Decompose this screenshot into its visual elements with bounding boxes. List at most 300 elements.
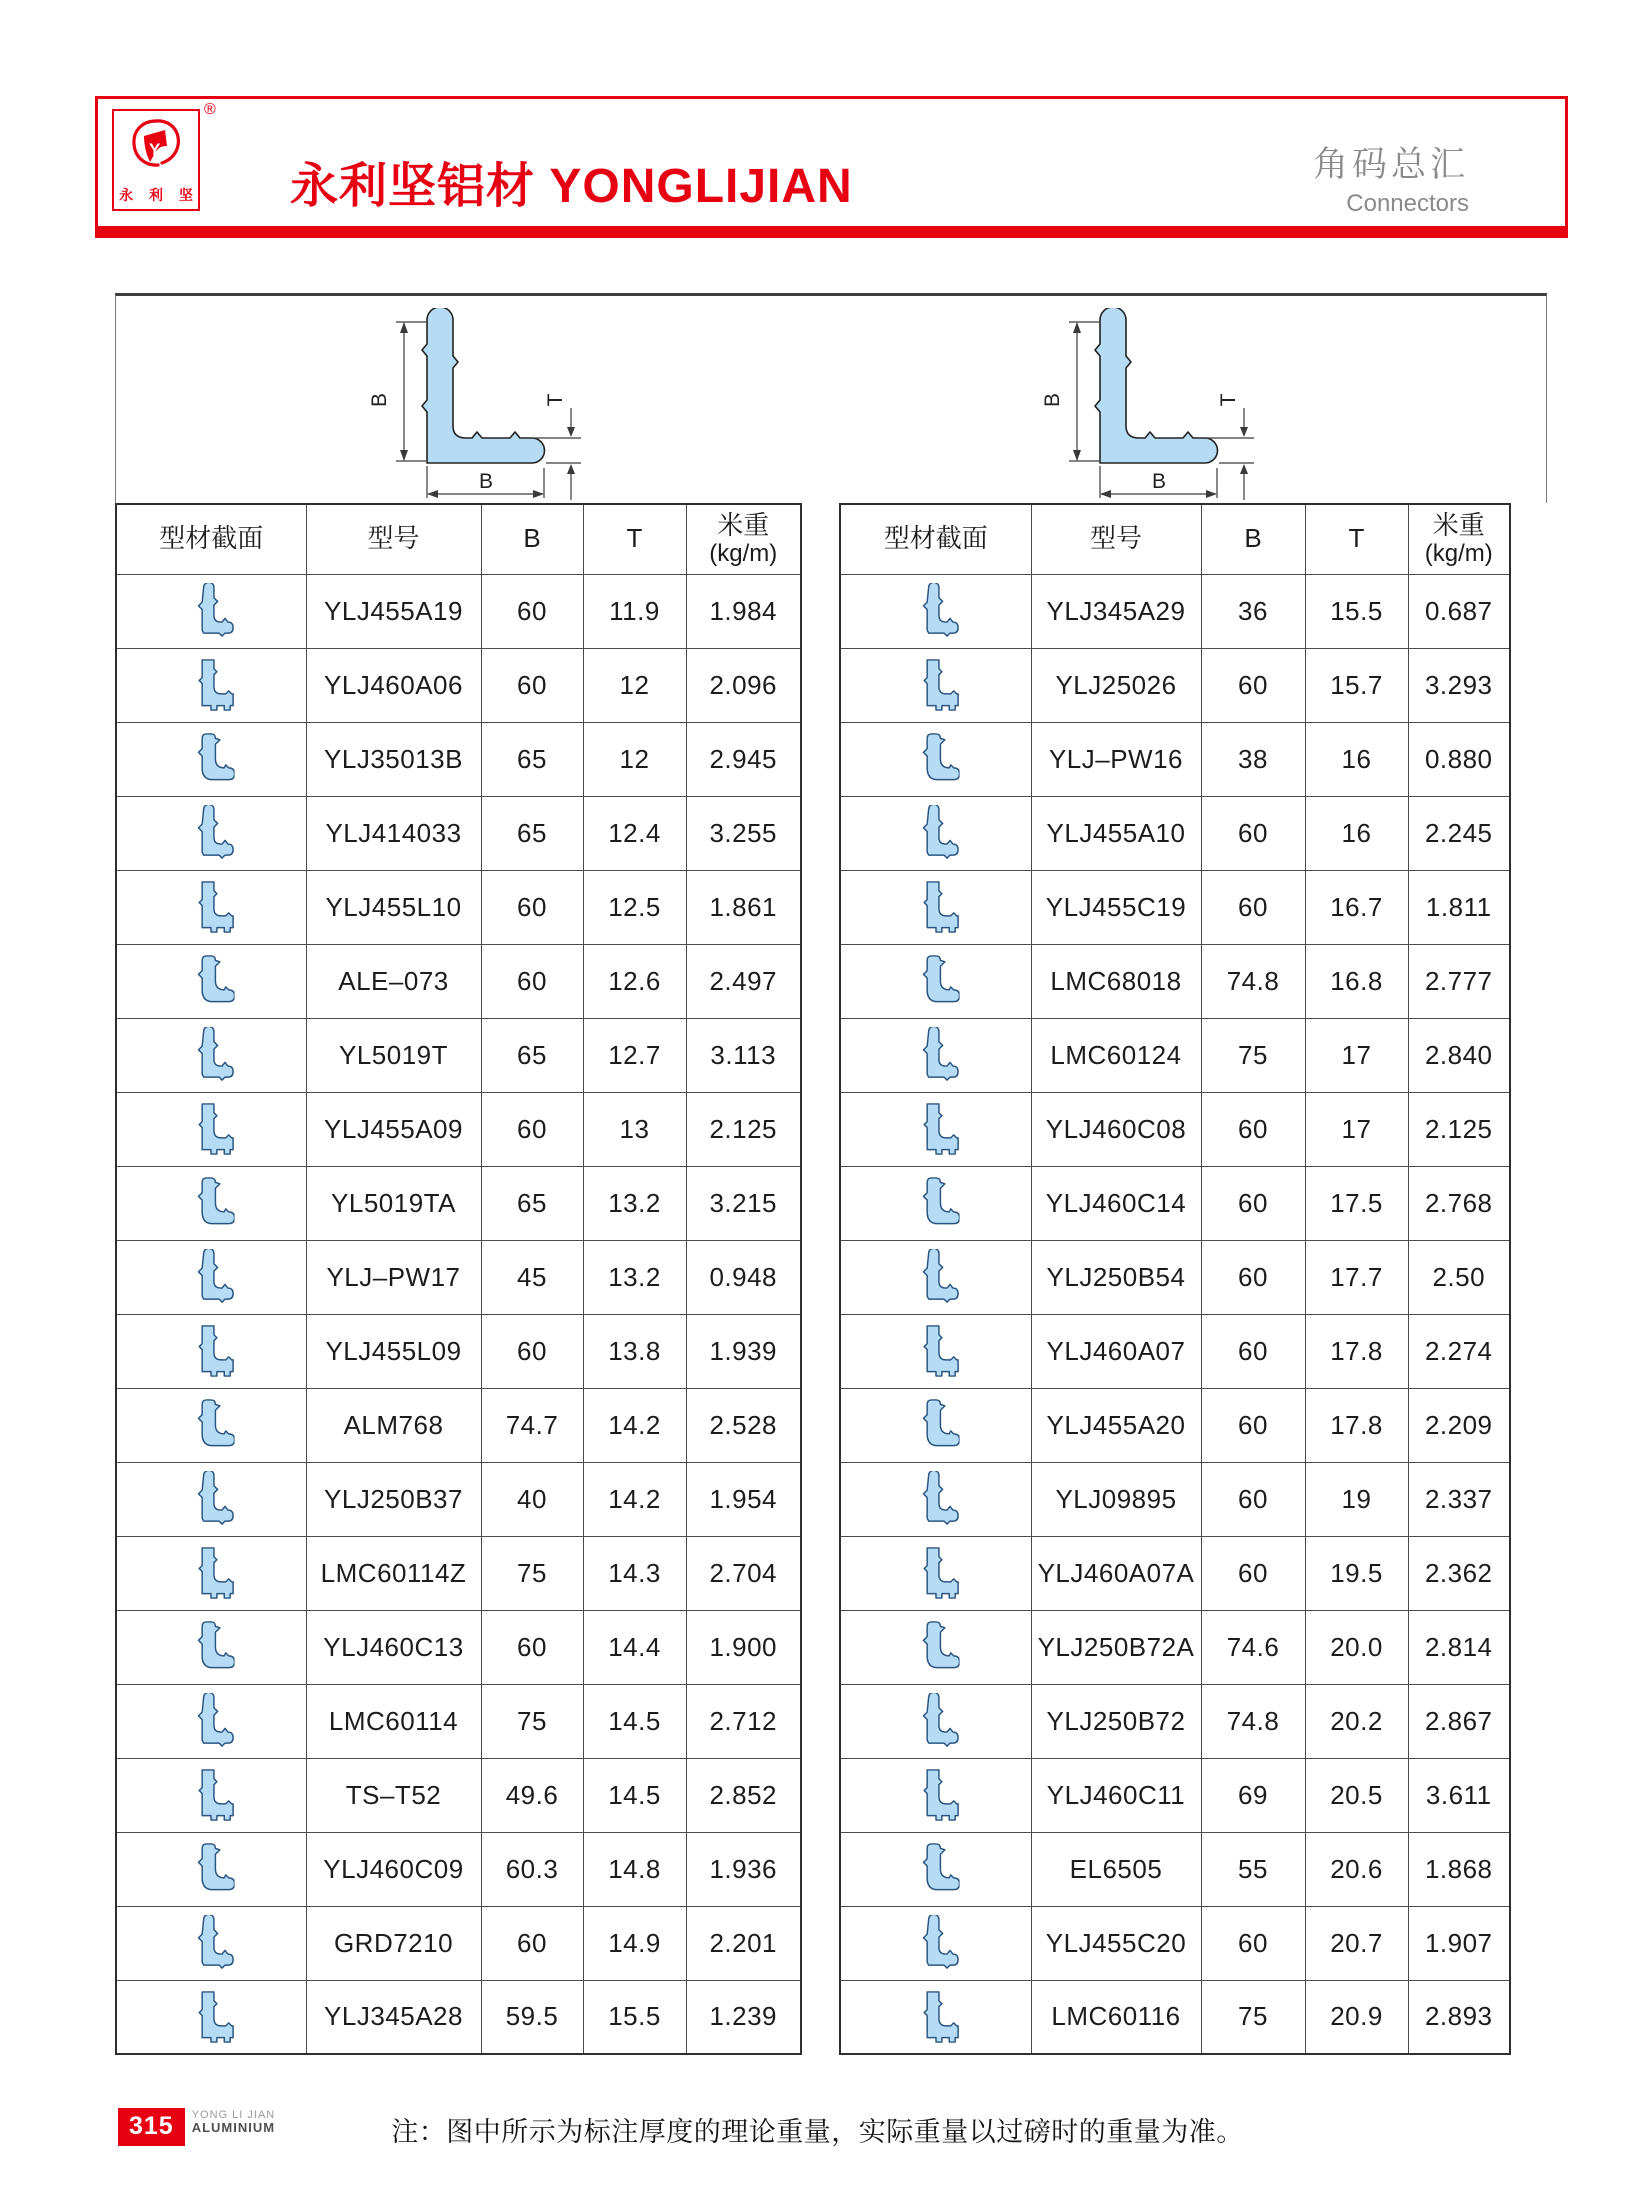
dim-t-cell: 16 [1305,722,1408,796]
dim-t-cell: 17.5 [1305,1166,1408,1240]
dim-t-cell: 17.7 [1305,1240,1408,1314]
profile-section-cell [116,1388,306,1462]
corner-profile-diagram-left [274,308,604,506]
profile-section-cell [840,1240,1031,1314]
dim-b-cell: 45 [481,1240,583,1314]
dim-t-cell: 13.8 [583,1314,686,1388]
weight-cell: 2.362 [1408,1536,1510,1610]
profile-section-icon [910,1693,962,1749]
profile-section-icon [185,1249,237,1305]
model-cell: YLJ460C08 [1031,1092,1201,1166]
weight-cell: 1.239 [686,1980,801,2054]
registered-trademark-icon: ® [204,101,216,118]
profile-section-icon [185,657,237,713]
profile-section-cell [840,796,1031,870]
profile-section-cell [840,1906,1031,1980]
table-row [116,1018,801,1092]
model-cell: YLJ460A07 [1031,1314,1201,1388]
dim-t-cell: 20.7 [1305,1906,1408,1980]
dim-b-cell: 65 [481,1018,583,1092]
model-cell: YLJ35013B [306,722,481,796]
profile-section-icon [185,1175,237,1231]
table-row [116,1314,801,1388]
weight-cell: 2.125 [686,1092,801,1166]
profile-section-icon [910,1027,962,1083]
profile-section-icon [910,1989,962,2045]
dim-b-cell: 75 [1201,1980,1305,2054]
dim-b-cell: 60 [481,648,583,722]
weight-cell: 2.50 [1408,1240,1510,1314]
profile-section-icon [910,1841,962,1897]
model-cell: YLJ–PW16 [1031,722,1201,796]
model-cell: YLJ460C11 [1031,1758,1201,1832]
profile-section-icon [910,1397,962,1453]
company-title: 永利坚铝材 YONGLIJIAN [290,160,853,213]
profiles-table-left [115,503,802,2055]
profile-section-icon [910,1471,962,1527]
dim-b-cell: 60 [481,870,583,944]
model-cell: EL6505 [1031,1832,1201,1906]
table-row [840,870,1510,944]
profile-section-cell [840,1388,1031,1462]
profile-section-cell [116,944,306,1018]
table-row [840,648,1510,722]
profile-section-cell [116,1092,306,1166]
profile-section-cell [840,1832,1031,1906]
dim-t-cell: 17 [1305,1018,1408,1092]
profile-section-cell [116,1832,306,1906]
header-section: 型材截面 [840,504,1031,574]
dim-b-cell: 75 [481,1536,583,1610]
section-heading [1313,137,1469,218]
dim-b-cell: 59.5 [481,1980,583,2054]
profile-section-cell [840,1462,1031,1536]
weight-cell: 2.768 [1408,1166,1510,1240]
profile-section-cell [840,1314,1031,1388]
table-row [116,1536,801,1610]
header-model: 型号 [1031,504,1201,574]
weight-cell: 2.712 [686,1684,801,1758]
profile-section-icon [185,805,237,861]
weight-cell: 1.939 [686,1314,801,1388]
profile-section-cell [116,1758,306,1832]
table-row [116,1906,801,1980]
table-row [116,796,801,870]
profile-section-icon [185,1545,237,1601]
model-cell: YLJ250B72 [1031,1684,1201,1758]
dim-b-cell: 75 [1201,1018,1305,1092]
weight-cell: 1.811 [1408,870,1510,944]
dim-label-b-horizontal: B [478,470,494,493]
table-row [116,1462,801,1536]
model-cell: LMC60124 [1031,1018,1201,1092]
table-row [116,648,801,722]
weight-cell: 0.687 [1408,574,1510,648]
dim-b-cell: 60 [1201,796,1305,870]
dim-b-cell: 74.8 [1201,1684,1305,1758]
dim-t-cell: 13.2 [583,1166,686,1240]
dim-t-cell: 14.9 [583,1906,686,1980]
dim-t-cell: 15.5 [583,1980,686,2054]
dim-b-cell: 60 [481,1092,583,1166]
profile-section-icon [185,1323,237,1379]
table-row [840,722,1510,796]
weight-cell: 1.936 [686,1832,801,1906]
dim-t-cell: 17.8 [1305,1388,1408,1462]
profile-section-cell [840,1092,1031,1166]
header-weight: 米重 (kg/m) [1408,504,1510,574]
model-cell: YLJ455A10 [1031,796,1201,870]
model-cell: YLJ345A28 [306,1980,481,2054]
profile-section-icon [910,731,962,787]
profile-section-icon [185,953,237,1009]
table-row [840,574,1510,648]
table-row [116,1832,801,1906]
dim-t-cell: 19.5 [1305,1536,1408,1610]
profile-section-cell [840,722,1031,796]
dim-b-cell: 60 [1201,1388,1305,1462]
profile-section-cell [840,1980,1031,2054]
weight-cell: 2.867 [1408,1684,1510,1758]
weight-cell: 1.861 [686,870,801,944]
dim-b-cell: 60 [1201,870,1305,944]
weight-cell: 3.215 [686,1166,801,1240]
profile-section-cell [840,1684,1031,1758]
table-row [840,1610,1510,1684]
dim-b-cell: 60 [1201,648,1305,722]
profile-section-cell [116,870,306,944]
dim-b-cell: 75 [481,1684,583,1758]
dim-b-cell: 60 [481,1906,583,1980]
table-row [840,1906,1510,1980]
profile-tables [115,503,1547,2055]
profile-section-cell [840,870,1031,944]
dim-b-cell: 60 [1201,1906,1305,1980]
table-row [840,1462,1510,1536]
dim-t-cell: 17.8 [1305,1314,1408,1388]
profile-section-cell [116,1684,306,1758]
l-profile-shape [1095,308,1218,463]
table-header-row [116,504,801,574]
profile-section-icon [910,1545,962,1601]
dim-b-cell: 60 [481,1314,583,1388]
logo-characters: 永 利 坚 [119,187,199,203]
dim-b-cell: 60 [481,1610,583,1684]
dim-b-cell: 36 [1201,574,1305,648]
table-row [116,1092,801,1166]
dim-b-cell: 69 [1201,1758,1305,1832]
profile-section-cell [840,1166,1031,1240]
table-row [840,1832,1510,1906]
dim-t-cell: 13.2 [583,1240,686,1314]
model-cell: LMC60114Z [306,1536,481,1610]
weight-cell: 2.096 [686,648,801,722]
profile-section-icon [910,583,962,639]
profiles-table-right [839,503,1511,2055]
profile-section-icon [910,805,962,861]
dim-b-cell: 60 [1201,1166,1305,1240]
dim-b-cell: 65 [481,1166,583,1240]
weight-cell: 3.255 [686,796,801,870]
model-cell: YLJ460C14 [1031,1166,1201,1240]
header-t: T [583,504,686,574]
profile-section-icon [185,1693,237,1749]
table-row [116,1166,801,1240]
dimension-diagram-strip [115,293,1547,503]
dim-t-cell: 14.4 [583,1610,686,1684]
weight-cell: 0.948 [686,1240,801,1314]
weight-cell: 1.984 [686,574,801,648]
header-weight: 米重 (kg/m) [686,504,801,574]
table-row [840,1314,1510,1388]
page-header [95,96,1568,238]
table-row [840,1240,1510,1314]
dim-b-cell: 74.7 [481,1388,583,1462]
header-t: T [1305,504,1408,574]
profile-section-cell [116,648,306,722]
dim-t-cell: 12 [583,722,686,796]
profile-section-cell [116,1166,306,1240]
profile-section-icon [910,1915,962,1971]
model-cell: LMC60114 [306,1684,481,1758]
model-cell: YLJ455A20 [1031,1388,1201,1462]
profile-section-icon [185,879,237,935]
weight-cell: 2.245 [1408,796,1510,870]
table-row [116,1240,801,1314]
category-title-cn: 角码总汇 [1312,145,1469,184]
table-header-row [840,504,1510,574]
profile-section-icon [910,1249,962,1305]
weight-cell: 2.201 [686,1906,801,1980]
dim-b-cell: 38 [1201,722,1305,796]
dim-label-b-vertical: B [1041,392,1064,408]
weight-cell: 2.337 [1408,1462,1510,1536]
content-area [115,293,1547,2055]
table-row [840,796,1510,870]
weight-cell: 1.900 [686,1610,801,1684]
dim-t-cell: 12 [583,648,686,722]
profile-section-icon [185,1471,237,1527]
dim-t-cell: 20.5 [1305,1758,1408,1832]
model-cell: YLJ460A07A [1031,1536,1201,1610]
table-row [840,1092,1510,1166]
dim-t-cell: 14.2 [583,1388,686,1462]
profile-section-cell [840,1610,1031,1684]
table-row [840,1388,1510,1462]
profile-section-cell [116,574,306,648]
profile-section-icon [185,1397,237,1453]
profile-section-icon [910,1323,962,1379]
dim-t-cell: 12.5 [583,870,686,944]
profile-section-cell [840,1018,1031,1092]
dim-t-cell: 19 [1305,1462,1408,1536]
weight-cell: 2.814 [1408,1610,1510,1684]
corner-profile-diagram-right [947,308,1277,506]
profile-section-icon [185,1915,237,1971]
dim-b-cell: 74.6 [1201,1610,1305,1684]
model-cell: ALE–073 [306,944,481,1018]
dim-t-cell: 13 [583,1092,686,1166]
company-logo [112,109,200,211]
profile-section-icon [910,1619,962,1675]
dim-t-cell: 12.4 [583,796,686,870]
table-row [840,1166,1510,1240]
weight-cell: 2.528 [686,1388,801,1462]
table-row [116,1684,801,1758]
dim-label-b-vertical: B [368,392,391,408]
model-cell: YLJ460C13 [306,1610,481,1684]
profile-section-cell [116,1462,306,1536]
dim-b-cell: 60 [1201,1240,1305,1314]
profile-section-icon [185,731,237,787]
table-row [840,1018,1510,1092]
model-cell: YLJ250B54 [1031,1240,1201,1314]
dim-b-cell: 60.3 [481,1832,583,1906]
header-section: 型材截面 [116,504,306,574]
table-row [116,870,801,944]
header-model: 型号 [306,504,481,574]
dim-b-cell: 40 [481,1462,583,1536]
brand-aluminium-label: ALUMINIUM [191,2120,276,2136]
table-row [116,1980,801,2054]
dim-b-cell: 60 [1201,1536,1305,1610]
model-cell: YL5019TA [306,1166,481,1240]
dim-b-cell: 55 [1201,1832,1305,1906]
weight-cell: 2.777 [1408,944,1510,1018]
dim-t-cell: 15.5 [1305,574,1408,648]
table-row [840,1684,1510,1758]
profile-section-cell [116,1240,306,1314]
weight-cell: 3.293 [1408,648,1510,722]
table-row [116,1388,801,1462]
weight-cell: 0.880 [1408,722,1510,796]
table-row [116,1610,801,1684]
profile-section-icon [185,1841,237,1897]
model-cell: YLJ25026 [1031,648,1201,722]
profile-section-icon [185,1767,237,1823]
dim-t-cell: 20.0 [1305,1610,1408,1684]
profile-section-icon [910,879,962,935]
model-cell: YLJ09895 [1031,1462,1201,1536]
profile-section-cell [116,1018,306,1092]
model-cell: ALM768 [306,1388,481,1462]
weight-cell: 1.907 [1408,1906,1510,1980]
model-cell: TS–T52 [306,1758,481,1832]
model-cell: YLJ455L09 [306,1314,481,1388]
dim-t-cell: 16 [1305,796,1408,870]
table-row [840,1536,1510,1610]
model-cell: YLJ414033 [306,796,481,870]
profile-section-icon [910,1175,962,1231]
weight-cell: 2.125 [1408,1092,1510,1166]
weight-cell: 2.945 [686,722,801,796]
model-cell: YLJ455A09 [306,1092,481,1166]
page-number-badge: 315 [118,2108,185,2146]
model-cell: LMC68018 [1031,944,1201,1018]
dim-t-cell: 12.7 [583,1018,686,1092]
profile-section-cell [840,1758,1031,1832]
weight-cell: 1.868 [1408,1832,1510,1906]
profile-section-cell [116,1536,306,1610]
footnote: 注：图中所示为标注厚度的理论重量，实际重量以过磅时的重量为准。 [391,2117,1244,2147]
weight-cell: 2.704 [686,1536,801,1610]
model-cell: YLJ455A19 [306,574,481,648]
model-cell: YLJ455L10 [306,870,481,944]
weight-cell: 2.274 [1408,1314,1510,1388]
dim-t-cell: 14.3 [583,1536,686,1610]
dim-label-b-horizontal: B [1151,470,1167,493]
dim-b-cell: 60 [481,574,583,648]
profile-section-icon [185,1027,237,1083]
model-cell: YLJ455C20 [1031,1906,1201,1980]
dim-label-t: T [544,393,567,407]
dim-t-cell: 16.7 [1305,870,1408,944]
table-row [840,1980,1510,2054]
profile-section-cell [840,574,1031,648]
weight-cell: 3.611 [1408,1758,1510,1832]
dim-label-t: T [1217,393,1240,407]
l-profile-shape [422,308,545,463]
model-cell: LMC60116 [1031,1980,1201,2054]
table-row [116,1758,801,1832]
dim-t-cell: 14.5 [583,1684,686,1758]
dim-t-cell: 14.2 [583,1462,686,1536]
header-b: B [481,504,583,574]
profile-section-cell [116,1610,306,1684]
profile-section-icon [910,1101,962,1157]
table-row [116,944,801,1018]
weight-cell: 2.209 [1408,1388,1510,1462]
dim-b-cell: 65 [481,722,583,796]
model-cell: YLJ250B72A [1031,1610,1201,1684]
table-row [116,722,801,796]
svg-text:Y: Y [149,140,161,159]
table-row [116,574,801,648]
weight-cell: 1.954 [686,1462,801,1536]
dim-b-cell: 60 [1201,1092,1305,1166]
model-cell: YLJ455C19 [1031,870,1201,944]
profile-section-icon [910,1767,962,1823]
profile-section-icon [910,953,962,1009]
model-cell: YLJ460C09 [306,1832,481,1906]
dim-b-cell: 60 [1201,1314,1305,1388]
profile-section-icon [185,1619,237,1675]
dim-b-cell: 60 [481,944,583,1018]
weight-cell: 2.497 [686,944,801,1018]
model-cell: YLJ460A06 [306,648,481,722]
profile-section-cell [116,796,306,870]
category-subtitle-en: Connectors [1346,190,1469,217]
dim-t-cell: 20.9 [1305,1980,1408,2054]
table-row [840,944,1510,1018]
dim-t-cell: 20.6 [1305,1832,1408,1906]
weight-cell: 3.113 [686,1018,801,1092]
profile-section-cell [840,944,1031,1018]
dim-b-cell: 60 [1201,1462,1305,1536]
weight-cell: 2.852 [686,1758,801,1832]
profile-section-cell [116,722,306,796]
dim-b-cell: 49.6 [481,1758,583,1832]
dim-t-cell: 12.6 [583,944,686,1018]
dim-t-cell: 14.8 [583,1832,686,1906]
model-cell: YLJ345A29 [1031,574,1201,648]
dim-b-cell: 74.8 [1201,944,1305,1018]
profile-section-icon [185,1101,237,1157]
profile-section-cell [116,1980,306,2054]
profile-section-cell [116,1314,306,1388]
profile-section-cell [840,1536,1031,1610]
table-row [840,1758,1510,1832]
